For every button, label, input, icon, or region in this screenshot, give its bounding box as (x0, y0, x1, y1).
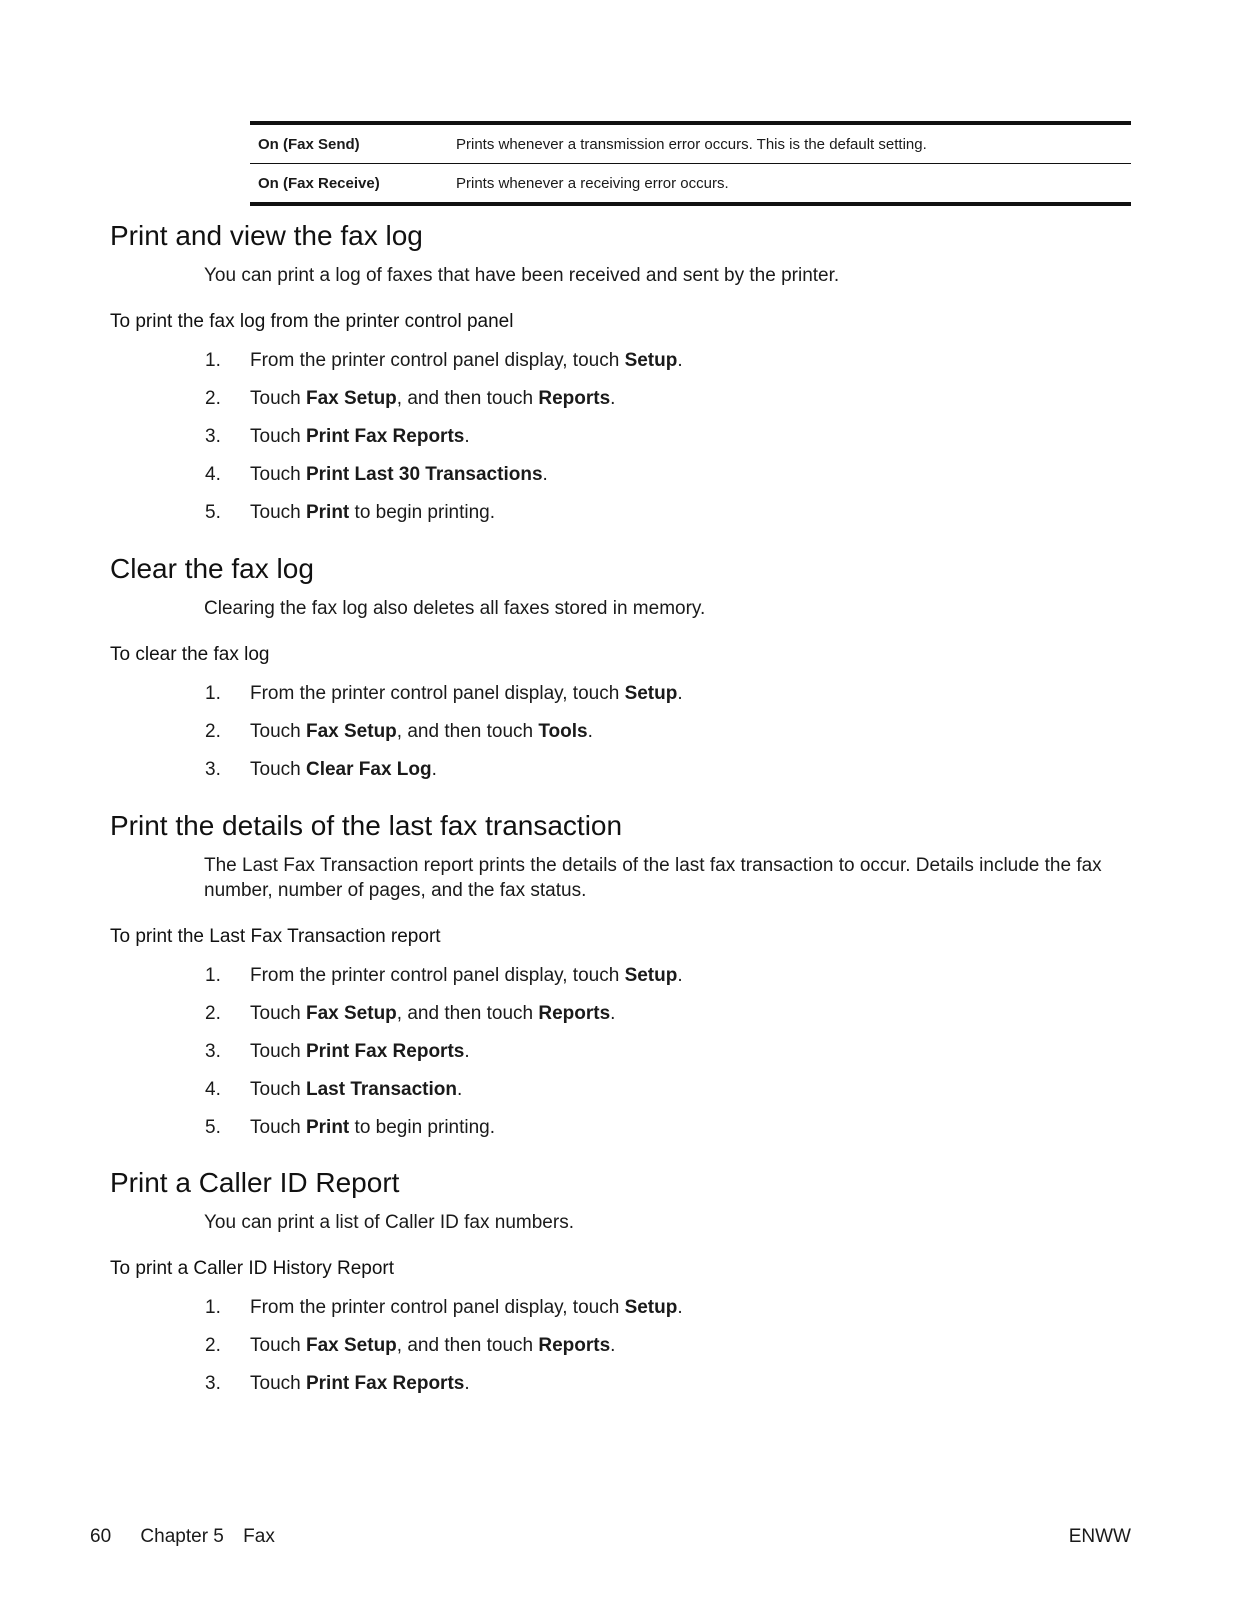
section-clear-fax-log (110, 552, 1140, 795)
step-number: 4. (205, 1079, 221, 1100)
list-item (110, 348, 1140, 373)
footer-chapter: Chapter 5 (140, 1526, 224, 1547)
footer-left (90, 1526, 299, 1548)
step-text-part: Touch (250, 1373, 306, 1394)
step-text-part: . (464, 1041, 470, 1062)
step-text-part: to begin printing. (349, 1117, 496, 1138)
list-item (110, 757, 1140, 782)
list-item (110, 1371, 1140, 1396)
ui-term: Print (305, 502, 350, 523)
section-print-view-fax-log (110, 219, 1140, 538)
step-text-part: Touch (250, 426, 306, 447)
step-text-part: Touch (250, 1003, 306, 1024)
table-row (250, 163, 1131, 202)
setting-description: Prints whenever a transmission error occurs. This is the default setting. (456, 135, 927, 153)
step-number: 1. (205, 683, 221, 704)
footer-chapter-title: Fax (243, 1526, 275, 1547)
ui-term: Fax Setup (305, 721, 397, 742)
step-number: 2. (205, 1335, 221, 1356)
step-text-part: . (610, 1335, 616, 1356)
ui-term: Fax Setup (305, 1003, 397, 1024)
step-text (250, 719, 593, 744)
step-number: 2. (205, 1003, 221, 1024)
ui-term: Last Transaction (305, 1079, 457, 1100)
step-number: 1. (205, 965, 221, 986)
step-text-part: From the printer control panel display, touch (250, 965, 625, 986)
step-text-part: Touch (250, 388, 306, 409)
list-item (110, 462, 1140, 487)
step-text-part: Touch (250, 759, 306, 780)
step-text-part: From the printer control panel display, touch (250, 1297, 625, 1318)
ui-term: Fax Setup (305, 1335, 397, 1356)
footer-doc-code: ENWW (1068, 1526, 1131, 1547)
procedure-title: To print a Caller ID History Report (110, 1258, 395, 1279)
ui-term: Print Fax Reports (305, 1373, 465, 1394)
step-text-part: Touch (250, 721, 306, 742)
section-caller-id-report (110, 1166, 1140, 1409)
ui-term: Tools (538, 721, 588, 742)
step-text-part: From the printer control panel display, touch (250, 350, 625, 371)
step-text (250, 1039, 470, 1064)
ui-term: Print Fax Reports (305, 426, 465, 447)
step-text (250, 424, 470, 449)
ui-term: Setup (624, 683, 678, 704)
step-text-part: . (587, 721, 593, 742)
list-item (110, 1115, 1140, 1140)
step-text-part: Touch (250, 1335, 306, 1356)
ui-term: Print Fax Reports (305, 1041, 465, 1062)
ui-term: Print Last 30 Transactions (305, 464, 543, 485)
step-text-part: . (542, 464, 548, 485)
step-text-part: . (677, 350, 683, 371)
steps-list (110, 1295, 1140, 1396)
step-text (250, 1333, 615, 1358)
step-number: 3. (205, 426, 221, 447)
step-number: 3. (205, 759, 221, 780)
steps-list (110, 681, 1140, 782)
ui-term: Fax Setup (305, 388, 397, 409)
step-text (250, 500, 495, 525)
list-item (110, 424, 1140, 449)
step-text (250, 757, 437, 782)
list-item (110, 681, 1140, 706)
procedure-title: To clear the fax log (110, 644, 270, 665)
step-text-part: to begin printing. (349, 502, 496, 523)
step-text-part: , and then touch (396, 721, 539, 742)
step-text-part: Touch (250, 502, 306, 523)
step-number: 2. (205, 721, 221, 742)
section-intro: Clearing the fax log also deletes all faxes stored in memory. (204, 598, 706, 619)
step-number: 2. (205, 388, 221, 409)
step-text-part: Touch (250, 1079, 306, 1100)
step-number: 4. (205, 464, 221, 485)
step-text-part: . (677, 683, 683, 704)
settings-table (250, 121, 1131, 206)
section-last-fax-transaction (110, 809, 1140, 1153)
page-footer (90, 1526, 1131, 1548)
step-text-part: . (610, 1003, 616, 1024)
step-text (250, 1077, 462, 1102)
list-item (110, 963, 1140, 988)
step-text-part: Touch (250, 464, 306, 485)
step-text (250, 1115, 495, 1140)
page-number: 60 (90, 1526, 112, 1547)
step-number: 3. (205, 1373, 221, 1394)
ui-term: Setup (624, 965, 678, 986)
step-number: 5. (205, 502, 221, 523)
ui-term: Reports (538, 388, 611, 409)
step-number: 5. (205, 1117, 221, 1138)
section-heading: Clear the fax log (110, 553, 314, 584)
list-item (110, 500, 1140, 525)
step-text (250, 1371, 470, 1396)
ui-term: Clear Fax Log (305, 759, 432, 780)
step-text-part: . (677, 965, 683, 986)
step-text (250, 348, 683, 373)
setting-name: On (Fax Send) (258, 135, 360, 153)
step-text-part: , and then touch (396, 1335, 539, 1356)
step-text (250, 1001, 615, 1026)
ui-term: Setup (624, 350, 678, 371)
list-item (110, 1333, 1140, 1358)
steps-list (110, 348, 1140, 525)
procedure-title: To print the Last Fax Transaction report (110, 926, 441, 947)
ui-term: Reports (538, 1003, 611, 1024)
setting-name: On (Fax Receive) (258, 174, 380, 192)
ui-term: Setup (624, 1297, 678, 1318)
section-heading: Print and view the fax log (110, 220, 423, 251)
setting-description: Prints whenever a receiving error occurs. (456, 174, 729, 192)
step-text-part: . (464, 426, 470, 447)
section-intro: The Last Fax Transaction report prints the details of the last fax transaction to occur. Details include the fax number, number of pages, and the fax status. (204, 855, 1102, 901)
step-text-part: , and then touch (396, 388, 539, 409)
step-text (250, 1295, 683, 1320)
step-text (250, 386, 615, 411)
list-item (110, 719, 1140, 744)
step-text-part: . (464, 1373, 470, 1394)
list-item (110, 386, 1140, 411)
step-text-part: . (610, 388, 616, 409)
step-number: 1. (205, 1297, 221, 1318)
step-text-part: From the printer control panel display, touch (250, 683, 625, 704)
list-item (110, 1077, 1140, 1102)
step-text-part: . (456, 1079, 463, 1100)
step-text-part: , and then touch (396, 1003, 539, 1024)
step-text (250, 681, 683, 706)
list-item (110, 1039, 1140, 1064)
ui-term: Reports (538, 1335, 611, 1356)
step-text-part: . (677, 1297, 683, 1318)
list-item (110, 1295, 1140, 1320)
list-item (110, 1001, 1140, 1026)
procedure-title: To print the fax log from the printer control panel (110, 311, 514, 332)
step-number: 3. (205, 1041, 221, 1062)
section-intro: You can print a list of Caller ID fax numbers. (204, 1212, 574, 1233)
step-text-part: . (431, 759, 437, 780)
steps-list (110, 963, 1140, 1140)
table-row (250, 125, 1131, 163)
section-heading: Print a Caller ID Report (110, 1167, 400, 1198)
section-intro: You can print a log of faxes that have been received and sent by the printer. (204, 265, 840, 286)
step-text-part: Touch (250, 1041, 306, 1062)
section-heading: Print the details of the last fax transaction (110, 810, 623, 841)
step-number: 1. (205, 350, 221, 371)
step-text (250, 462, 548, 487)
step-text-part: Touch (250, 1117, 306, 1138)
step-text (250, 963, 683, 988)
ui-term: Print (305, 1117, 350, 1138)
